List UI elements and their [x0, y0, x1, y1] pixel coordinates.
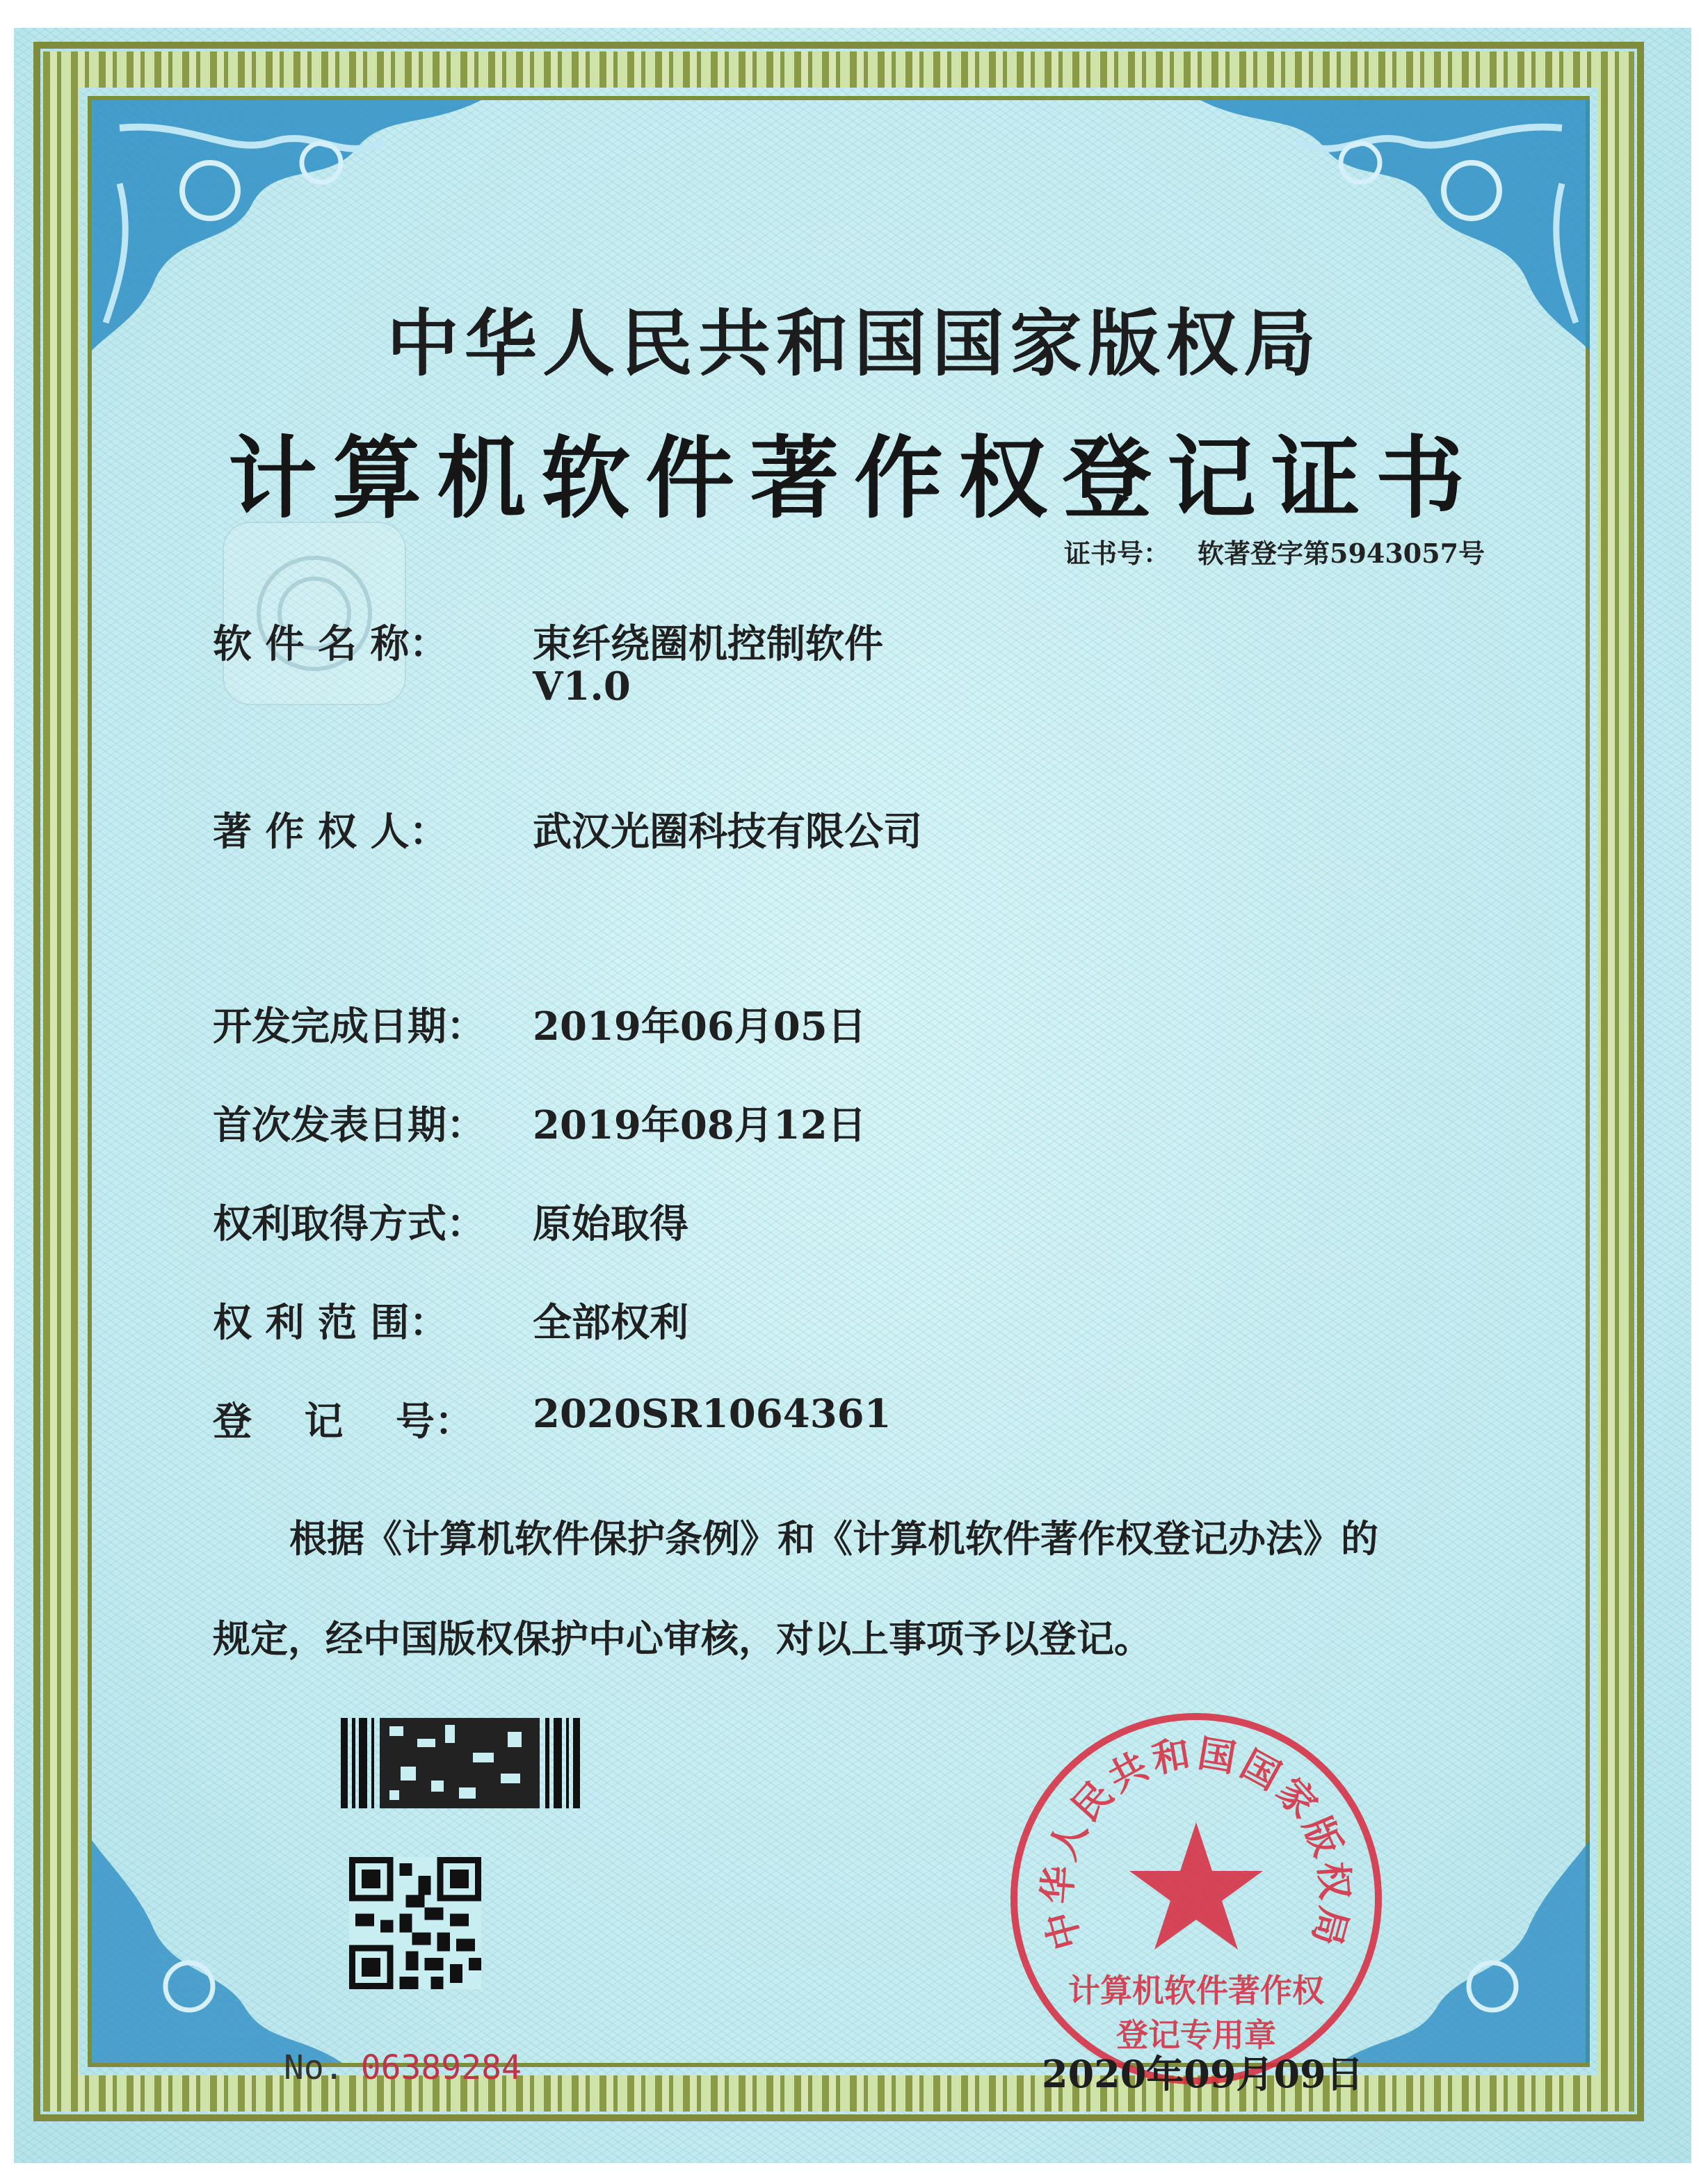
field-label: 权 利 范 围： — [213, 1300, 449, 1346]
field-label: 软 件 名 称： — [213, 621, 449, 667]
field-value: 2019年08月12日 — [533, 1102, 867, 1148]
field-rights-scope — [213, 1292, 688, 1348]
statement-line-1: 根据《计算机软件保护条例》和《计算机软件著作权登记办法》的 — [289, 1516, 1378, 1561]
field-label: 著 作 权 人： — [213, 809, 449, 855]
certificate-number — [1064, 532, 1513, 570]
seal-inner-line-1: 计算机软件著作权 — [1068, 1972, 1324, 2009]
cert-no-label: 证书号： — [1064, 538, 1170, 569]
field-label: 首次发表日期： — [213, 1102, 485, 1148]
serial-prefix: No. — [284, 2048, 344, 2087]
field-label: 开发完成日期： — [213, 1004, 485, 1050]
serial-value: 06389284 — [360, 2048, 522, 2087]
qr-code — [349, 1857, 481, 1989]
field-registration-number — [213, 1391, 892, 1447]
barcode — [341, 1718, 584, 1808]
field-value: 武汉光圈科技有限公司 — [533, 809, 922, 855]
field-software-name — [213, 613, 883, 709]
field-copyright-owner — [213, 801, 922, 857]
seal-ring-text: 中华人民共和国国家版权局 — [1034, 1730, 1358, 1955]
field-label: 登 记 号： — [213, 1399, 474, 1445]
field-value-version: V1.0 — [533, 664, 631, 709]
field-value: 束纤绕圈机控制软件 — [533, 621, 883, 667]
field-label: 权利取得方式： — [213, 1201, 485, 1247]
field-value: 全部权利 — [533, 1300, 688, 1346]
seal-inner-line-2: 登记专用章 — [1116, 2016, 1276, 2054]
field-completion-date — [213, 996, 867, 1052]
agency-title: 中华人民共和国国家版权局 — [386, 300, 1321, 386]
statement-line-2: 规定，经中国版权保护中心审核，对以上事项予以登记。 — [213, 1616, 1152, 1661]
serial-number — [284, 2048, 522, 2087]
certificate-title: 计算机软件著作权登记证书 — [227, 426, 1480, 531]
field-publication-date — [213, 1095, 867, 1150]
field-acquisition-method — [213, 1194, 688, 1249]
field-value: 2020SR1064361 — [533, 1391, 892, 1437]
official-seal — [1001, 1704, 1391, 2093]
cert-no-value: 软著登字第5943057号 — [1198, 538, 1485, 569]
issue-date: 2020年09月09日 — [1042, 2052, 1364, 2096]
field-value: 2019年06月05日 — [533, 1004, 867, 1050]
field-value: 原始取得 — [533, 1201, 688, 1247]
